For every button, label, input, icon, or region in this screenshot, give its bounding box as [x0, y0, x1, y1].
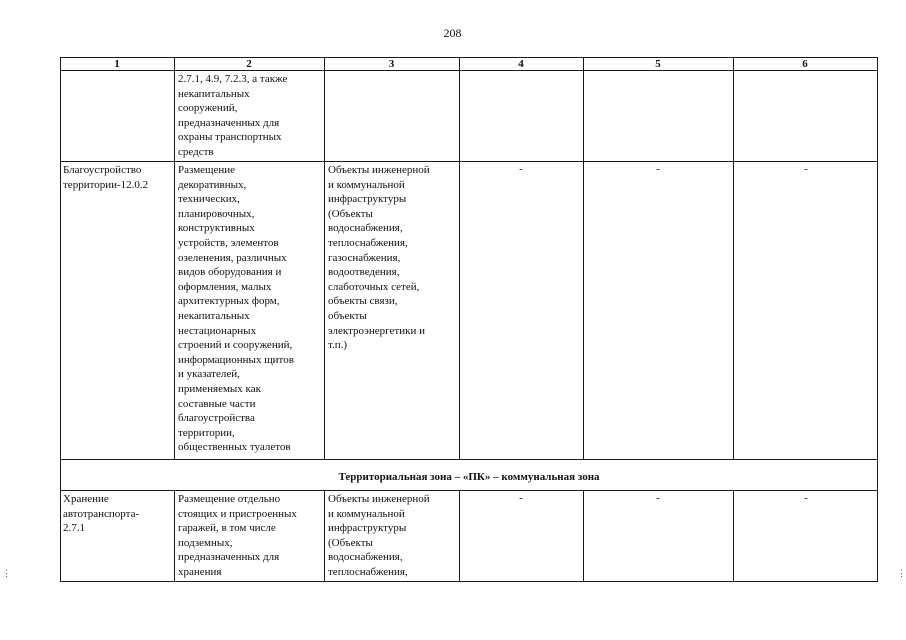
- column-header-4: 4: [518, 58, 524, 70]
- rule-col2-3-lower: [324, 490, 325, 582]
- column-header-2: 2: [246, 58, 252, 70]
- blagoustroystvo-col3: Объекты инженерной и коммунальной инфраструктуры (Объекты водоснабжения, теплоснабжения, газоснабжения, водоотведения, слаботочных сетей, объекты связи, объекты электроэнергетики и т.п.): [328, 164, 430, 352]
- rule-col1-2: [174, 57, 175, 460]
- zone-header: Территориальная зона – «ПК» – коммунальная зона: [338, 471, 600, 483]
- khranenie-col5: -: [656, 492, 660, 504]
- khranenie-col3: Объекты инженерной и коммунальной инфраструктуры (Объекты водоснабжения, теплоснабжения,: [328, 493, 430, 578]
- column-header-1: 1: [114, 58, 120, 70]
- rule-row1-bottom: [60, 161, 878, 162]
- blagoustroystvo-col1: Благоустройство территории-12.0.2: [63, 164, 149, 191]
- khranenie-col6: -: [804, 492, 808, 504]
- rule-col5-6: [733, 57, 734, 460]
- column-header-3: 3: [388, 58, 395, 70]
- rule-col4-5: [583, 57, 584, 460]
- blagoustroystvo-col5: -: [656, 163, 660, 175]
- rule-col2-3: [324, 57, 325, 460]
- rule-col4-5-lower: [583, 490, 584, 582]
- page-number: 208: [443, 26, 462, 40]
- blagoustroystvo-col2: Размещение декоративных, технических, планировочных, конструктивных устройств, элементов озеленения, различных видов оборудования и оформления, малых архитектурных форм, некапитальных нестационарных строений и сооружений, информационных щитов и указателей, применяемых как составные части благоустройства территории, общественных туалетов: [178, 164, 294, 454]
- column-header-6: 6: [802, 58, 808, 70]
- rule-bottom: [60, 581, 878, 582]
- rule-col1-2-lower: [174, 490, 175, 582]
- rule-col5-6-lower: [733, 490, 734, 582]
- scan-edge-mark-left: ⋮: [2, 568, 11, 578]
- khranenie-col1: Хранение автотранспорта- 2.7.1: [63, 493, 140, 535]
- khranenie-col4: -: [519, 492, 523, 504]
- rule-col3-4: [459, 57, 460, 460]
- blagoustroystvo-col6: -: [804, 163, 808, 175]
- khranenie-col2: Размещение отдельно стоящих и пристроенных гаражей, в том числе подземных, предназначенных для хранения: [178, 493, 297, 578]
- column-header-5: 5: [655, 58, 661, 70]
- rule-header-bottom: [60, 70, 878, 71]
- scan-edge-mark-right: ⋮: [897, 568, 906, 578]
- rule-col-right: [877, 57, 878, 582]
- rule-col-left: [60, 57, 61, 582]
- rule-col3-4-lower: [459, 490, 460, 582]
- rule-row2-bottom: [60, 459, 878, 460]
- blagoustroystvo-col4: -: [519, 163, 523, 175]
- rule-zone-bottom: [60, 490, 878, 491]
- continuation-cell-col2: 2.7.1, 4.9, 7.2.3, а также некапитальных сооружений, предназначенных для охраны транспортных средств: [178, 73, 288, 158]
